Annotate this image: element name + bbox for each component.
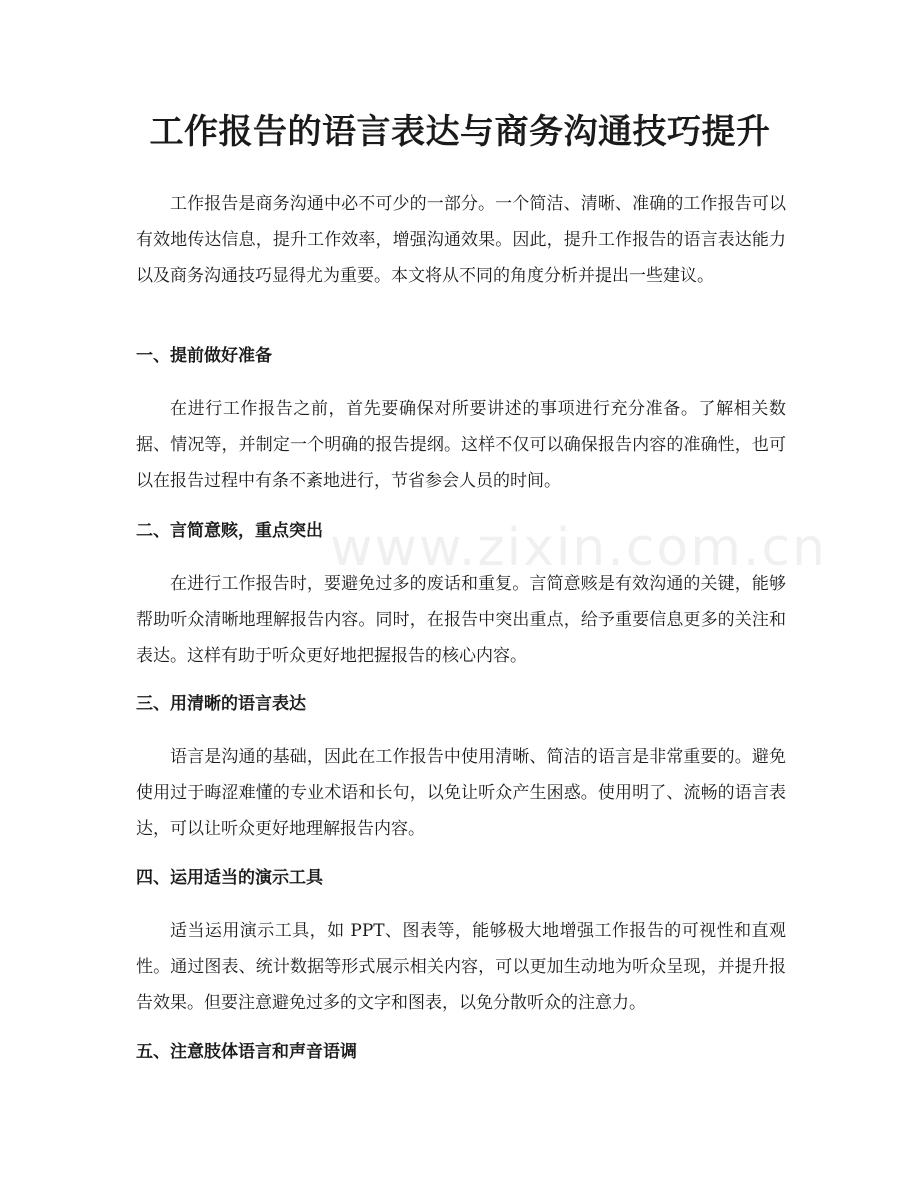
section-heading-1: 一、提前做好准备 [136, 346, 272, 366]
section-heading-3: 三、用清晰的语言表达 [136, 694, 306, 714]
intro-paragraph: 工作报告是商务沟通中必不可少的一部分。一个简洁、清晰、准确的工作报告可以有效地传达信息，提升工作效率，增强沟通效果。因此，提升工作报告的语言表达能力以及商务沟通技巧显得尤为重要。本文将从不同的角度分析并提出一些建议。 [136, 194, 786, 286]
section-heading-5: 五、注意肢体语言和声音语调 [136, 1042, 357, 1062]
section-body-3: 语言是沟通的基础，因此在工作报告中使用清晰、简洁的语言是非常重要的。避免使用过于晦涩难懂的专业术语和长句，以免让听众产生困惑。使用明了、流畅的语言表达，可以让听众更好地理解报告内容。 [136, 747, 786, 839]
section-heading-4: 四、运用适当的演示工具 [136, 868, 323, 888]
section-heading-2: 二、言简意赅，重点突出 [136, 521, 323, 541]
section-body-2: 在进行工作报告时，要避免过多的废话和重复。言简意赅是有效沟通的关键，能够帮助听众清晰地理解报告内容。同时，在报告中突出重点，给予重要信息更多的关注和表达。这样有助于听众更好地把握报告的核心内容。 [136, 574, 786, 666]
watermark: www.zixin.com.cn [330, 518, 827, 578]
section-body-1: 在进行工作报告之前，首先要确保对所要讲述的事项进行充分准备。了解相关数据、情况等，并制定一个明确的报告提纲。这样不仅可以确保报告内容的准确性，也可以在报告过程中有条不紊地进行，节省参会人员的时间。 [136, 399, 786, 491]
section-body-4: 适当运用演示工具，如 PPT、图表等，能够极大地增强工作报告的可视性和直观性。通过图表、统计数据等形式展示相关内容，可以更加生动地为听众呈现，并提升报告效果。但要注意避免过多的文字和图表，以免分散听众的注意力。 [136, 921, 786, 1013]
document-title: 工作报告的语言表达与商务沟通技巧提升 [149, 112, 771, 152]
